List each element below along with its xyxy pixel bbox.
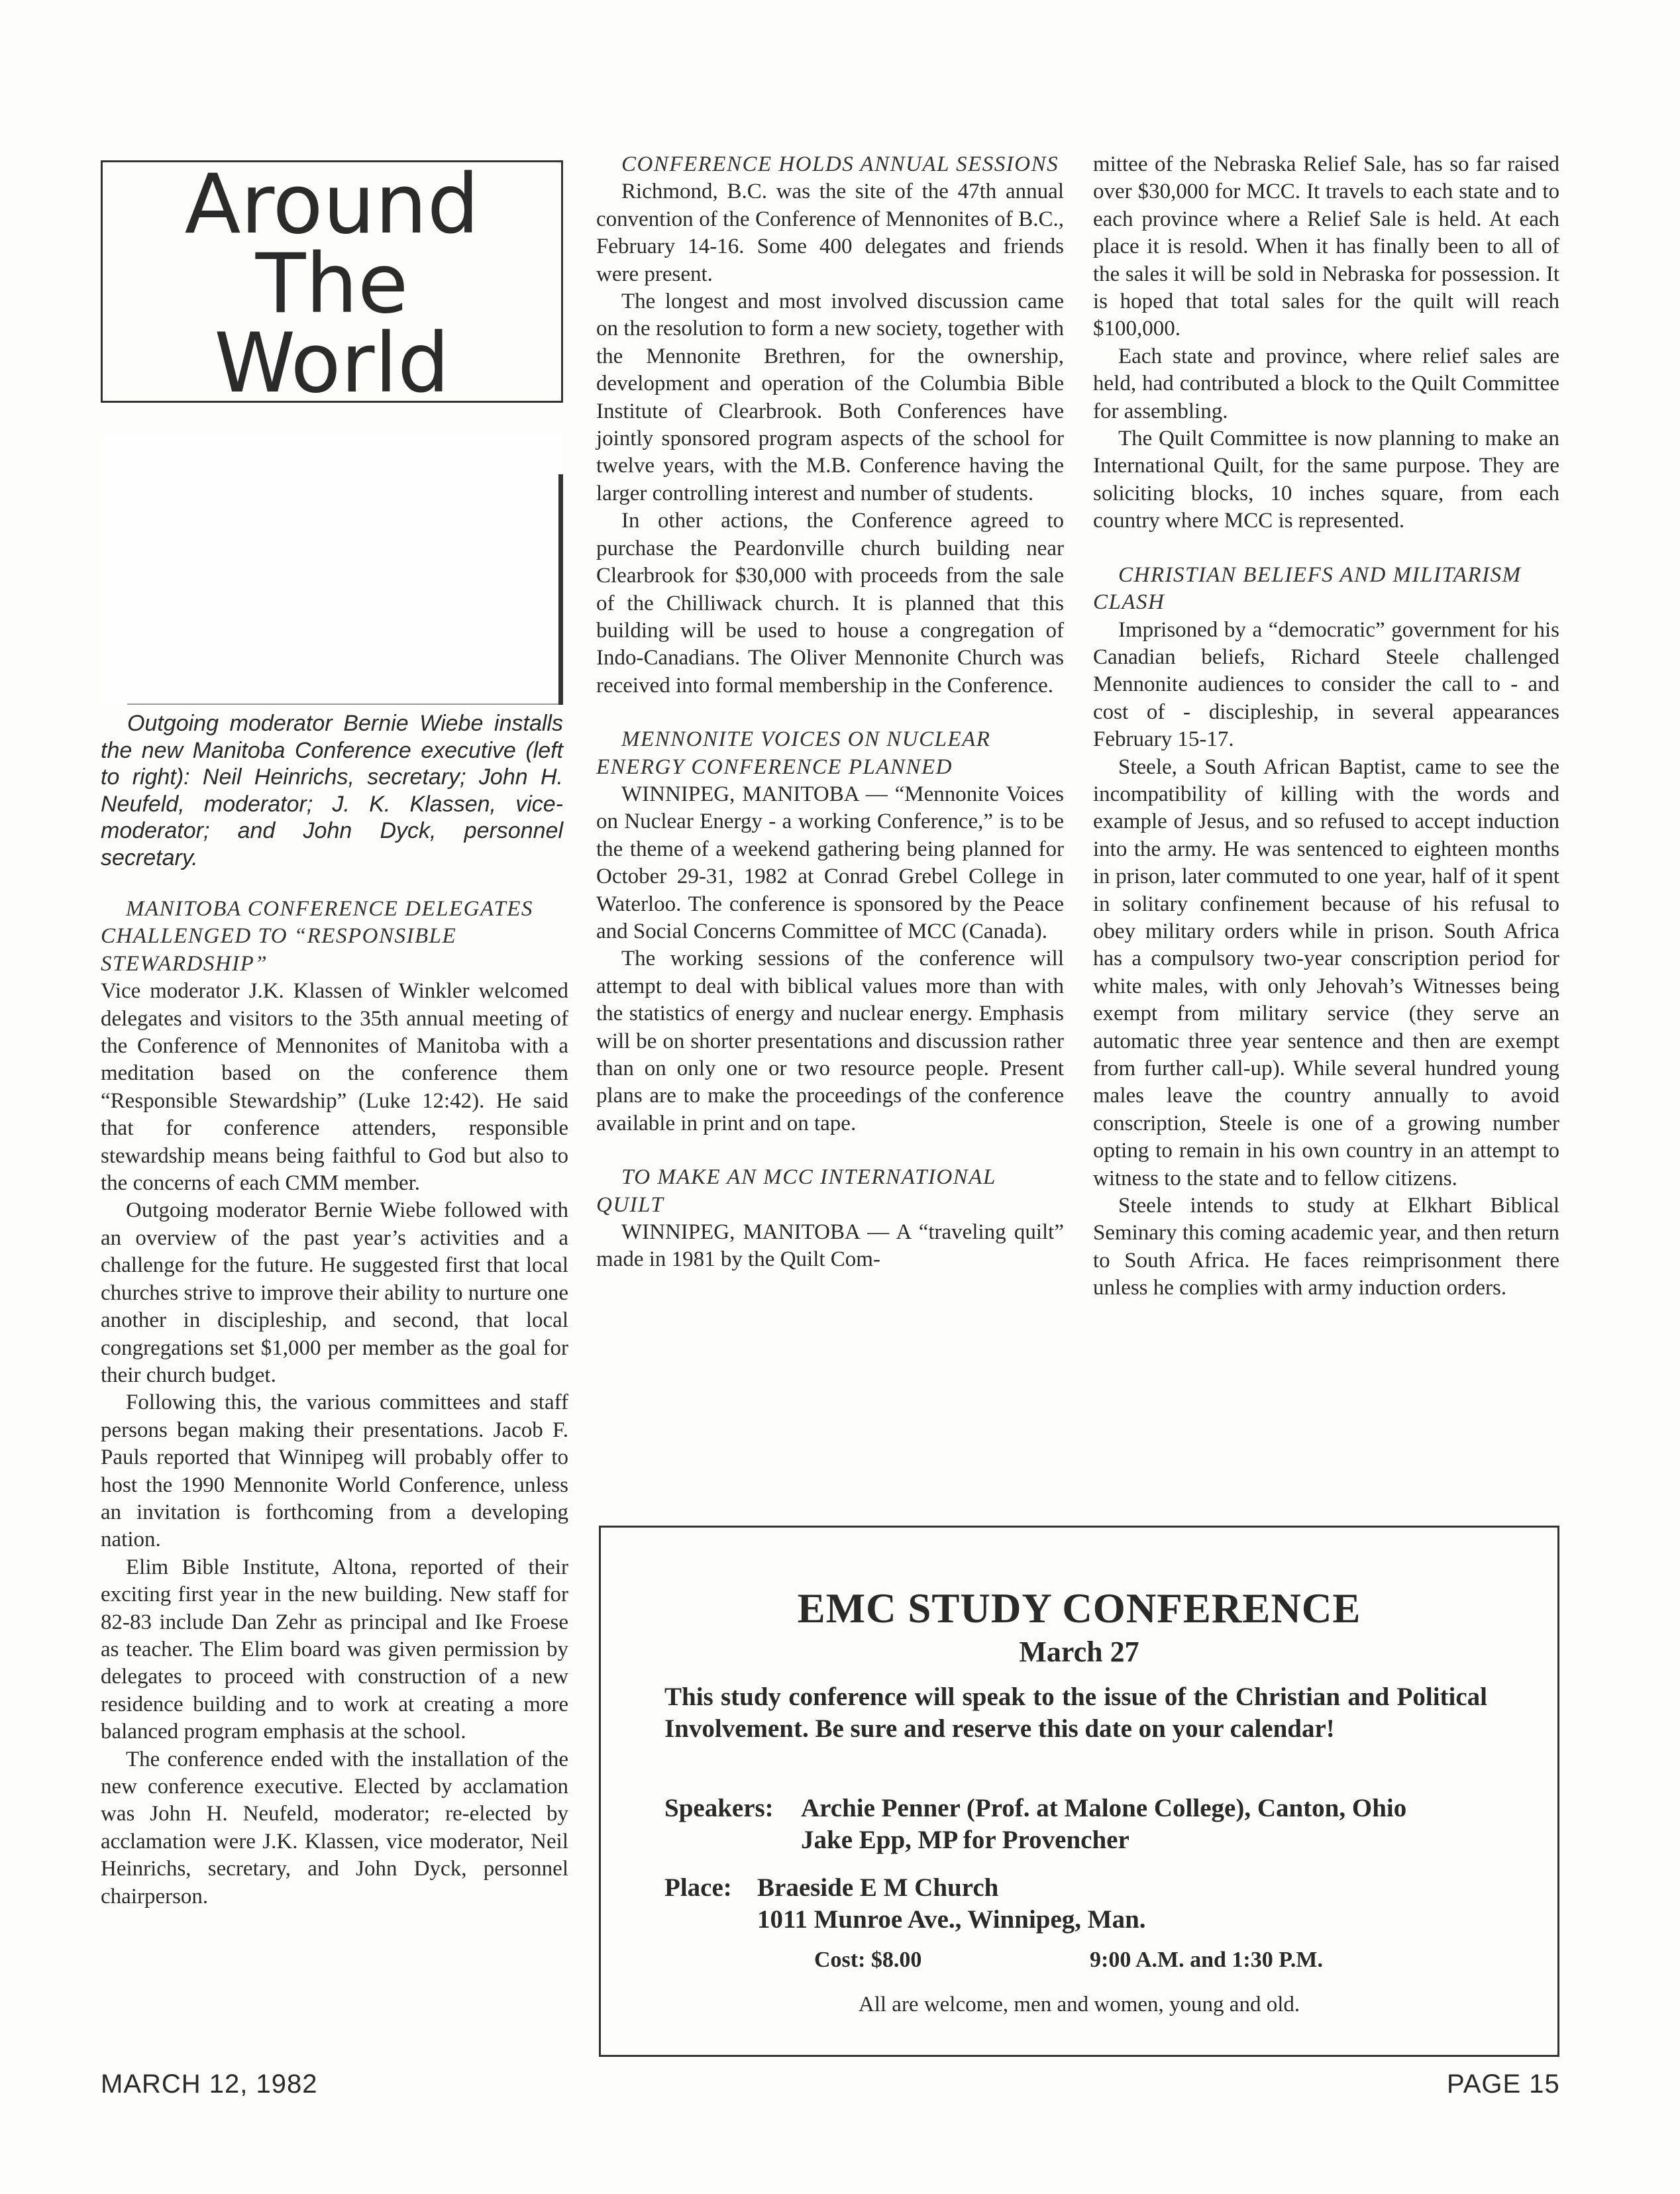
article-4-paragraph: WINNIPEG, MANITOBA — A “traveling quilt” made in 1981 by the Quilt Com- (596, 1220, 1064, 1272)
section-title-line-2: The (255, 236, 409, 332)
article-3-paragraph: WINNIPEG, MANITOBA — “Mennonite Voices on Nuclear Energy - a working Conference,” is to be the theme of a weekend gathering being planned for October 29-31, 1982 at Conrad Grebel College in Waterloo. The conference is sponsored by the Peace and Social Concerns Committee of MCC (Canada). (596, 782, 1064, 943)
article-5-paragraph: Steele intends to study at Elkhart Biblical Seminary this coming academic year, and then return to South Africa. He faces reimprisonment there unless he complies with army induction orders. (1093, 1194, 1559, 1300)
ad-body: This study conference will speak to the issue of the Christian and Political Involvement. Be sure and reserve this date on your calendar! (664, 1683, 1487, 1743)
ad-cost: Cost: $8.00 (814, 1948, 922, 1972)
article-4-paragraph-continued: mittee of the Nebraska Relief Sale, has so far raised over $30,000 for MCC. It travels to each state and to each province where a Relief Sale is held. At each place it is resold. When it has finally been to all of the sales it will be sold in Nebraska for possession. It is hoped that total sales for the quilt will reach $100,000. (1093, 152, 1559, 341)
article-5-headline: CHRISTIAN BELIEFS AND MILITARISM CLASH (1093, 562, 1522, 615)
ad-date: March 27 (1019, 1636, 1139, 1668)
ad-place-2: 1011 Munroe Ave., Winnipeg, Man. (757, 1905, 1146, 1934)
ad-speakers-label: Speakers: (664, 1794, 774, 1822)
article-4-headline: TO MAKE AN MCC INTERNATIONAL QUILT (596, 1165, 996, 1217)
photo (101, 435, 563, 705)
photo-edge (558, 474, 563, 705)
section-title-box (101, 157, 563, 411)
column-1 (101, 896, 568, 1910)
conference-ad-box (599, 1526, 1559, 2057)
article-2-headline: CONFERENCE HOLDS ANNUAL SESSIONS (621, 152, 1059, 176)
ad-welcome: All are welcome, men and women, young and old. (858, 1993, 1300, 2016)
ad-speaker-2: Jake Epp, MP for Provencher (801, 1826, 1129, 1854)
article-5-paragraph: Imprisoned by a “democratic” government for his Canadian beliefs, Richard Steele challenged Mennonite audiences to consider the call to - and cost of - discipleship, in several appearances February 15-17. (1093, 617, 1559, 752)
article-1-headline: MANITOBA CONFERENCE DELEGATES CHALLENGED TO “RESPONSIBLE STEWARDSHIP” (101, 897, 533, 976)
article-3-paragraph: The working sessions of the conference will attempt to deal with biblical values more than with the statistics of energy and nuclear energy. Emphasis will be on shorter presentations and discussion rather than on only one or two resource people. Present plans are to make the proceedings of the conference available in print and on tape. (596, 947, 1064, 1135)
article-2-paragraph: In other actions, the Conference agreed to purchase the Peardonville church building near Clearbrook for $30,000 with proceeds from the sale of the Chilliwack church. It is planned that this building will be used to house a congregation of Indo-Canadians. The Oliver Mennonite Church was received into formal membership in the Conference. (596, 509, 1064, 698)
column-2 (596, 151, 1064, 1274)
ad-title: EMC STUDY CONFERENCE (797, 1585, 1361, 1632)
article-4-paragraph: The Quilt Committee is now planning to make an International Quilt, for the same purpose. They are soliciting blocks, 10 inches square, from each country where MCC is represented. (1093, 427, 1559, 533)
column-3 (1093, 151, 1559, 1302)
footer-page-number: PAGE 15 (1447, 2069, 1560, 2099)
article-1-paragraph: Elim Bible Institute, Altona, reported of their exciting first year in the new building. New staff for 82-83 include Dan Zehr as principal and Ike Froese as teacher. The Elim board was given permission by delegates to proceed with construction of a new residence building and to work at creating a more balanced program emphasis at the school. (101, 1555, 568, 1744)
article-1-paragraph: Vice moderator J.K. Klassen of Winkler welcomed delegates and visitors to the 35th annual meeting of the Conference of Mennonites of Manitoba with a meditation based on the conference them “Responsible Stewardship” (Luke 12:42). He said that for conference attenders, responsible stewardship means being faithful to God but also to the concerns of each CMM member. (101, 979, 568, 1196)
ad-speaker-1: Archie Penner (Prof. at Malone College), Canton, Ohio (801, 1794, 1407, 1822)
section-title-line-3: World (214, 316, 450, 411)
footer-date: MARCH 12, 1982 (101, 2069, 318, 2099)
article-5-paragraph: Steele, a South African Baptist, came to see the incompatibility of killing with the words and example of Jesus, and so refused to accept induction into the army. He was sentenced to eighteen months in prison, later commuted to one year, half of it spent in solitary confinement because of his refusal to obey military orders while in prison. South Africa has a compulsory two-year conscription period for white males, with only Jehovah’s Witnesses being exempt from military service (they serve an automatic three year sentence and then are exempt from further call-up). While several hundred young males leave the country annually to avoid conscription, Steele is one of a growing number opting to remain in his own country in an attempt to witness to the state and to fellow citizens. (1093, 755, 1559, 1190)
article-3-headline: MENNONITE VOICES ON NUCLEAR ENERGY CONFERENCE PLANNED (596, 727, 991, 779)
ad-place-label: Place: (664, 1873, 732, 1902)
article-1-paragraph: The conference ended with the installation of the new conference executive. Elected by acclamation was John H. Neufeld, moderator; re-elected by acclamation were J.K. Klassen, vice moderator, Neil Heinrichs, secretary, and John Dyck, personnel chairperson. (101, 1747, 568, 1908)
ad-times: 9:00 A.M. and 1:30 P.M. (1090, 1948, 1323, 1972)
article-2-paragraph: Richmond, B.C. was the site of the 47th annual convention of the Conference of Mennonites of B.C., February 14-16. Some 400 delegates and friends were present. (596, 180, 1064, 286)
photo-edge-bottom (127, 704, 558, 705)
article-1-paragraph: Outgoing moderator Bernie Wiebe followed with an overview of the past year’s activities and a challenge for the future. He suggested first that local churches strive to improve their ability to nurture one another in discipleship, and second, that local congregations set $1,000 per member as the goal for their church budget. (101, 1198, 568, 1387)
article-2-paragraph: The longest and most involved discussion came on the resolution to form a new society, together with the Mennonite Brethren, for the ownership, development and operation of the Columbia Bible Institute of Clearbrook. Both Conferences have jointly sponsored program aspects of the school for twelve years, with the M.B. Conference having the larger controlling interest and number of students. (596, 289, 1064, 505)
article-1-paragraph: Following this, the various committees and staff persons began making their presentations. Jacob F. Pauls reported that Winnipeg will probably offer to host the 1990 Mennonite World Conference, unless an invitation is forthcoming from a developing nation. (101, 1390, 568, 1552)
section-title-line-1: Around (184, 157, 480, 252)
photo-caption: Outgoing moderator Bernie Wiebe installs the new Manitoba Conference executive (left to right): Neil Heinrichs, secretary; John H. Neufeld, moderator; J. K. Klassen, vice-moderator; and John Dyck, personnel secretary. (101, 711, 563, 870)
article-4-paragraph: Each state and province, where relief sales are held, had contributed a block to the Quilt Committee for assembling. (1093, 344, 1559, 423)
ad-place-1: Braeside E M Church (757, 1873, 999, 1902)
